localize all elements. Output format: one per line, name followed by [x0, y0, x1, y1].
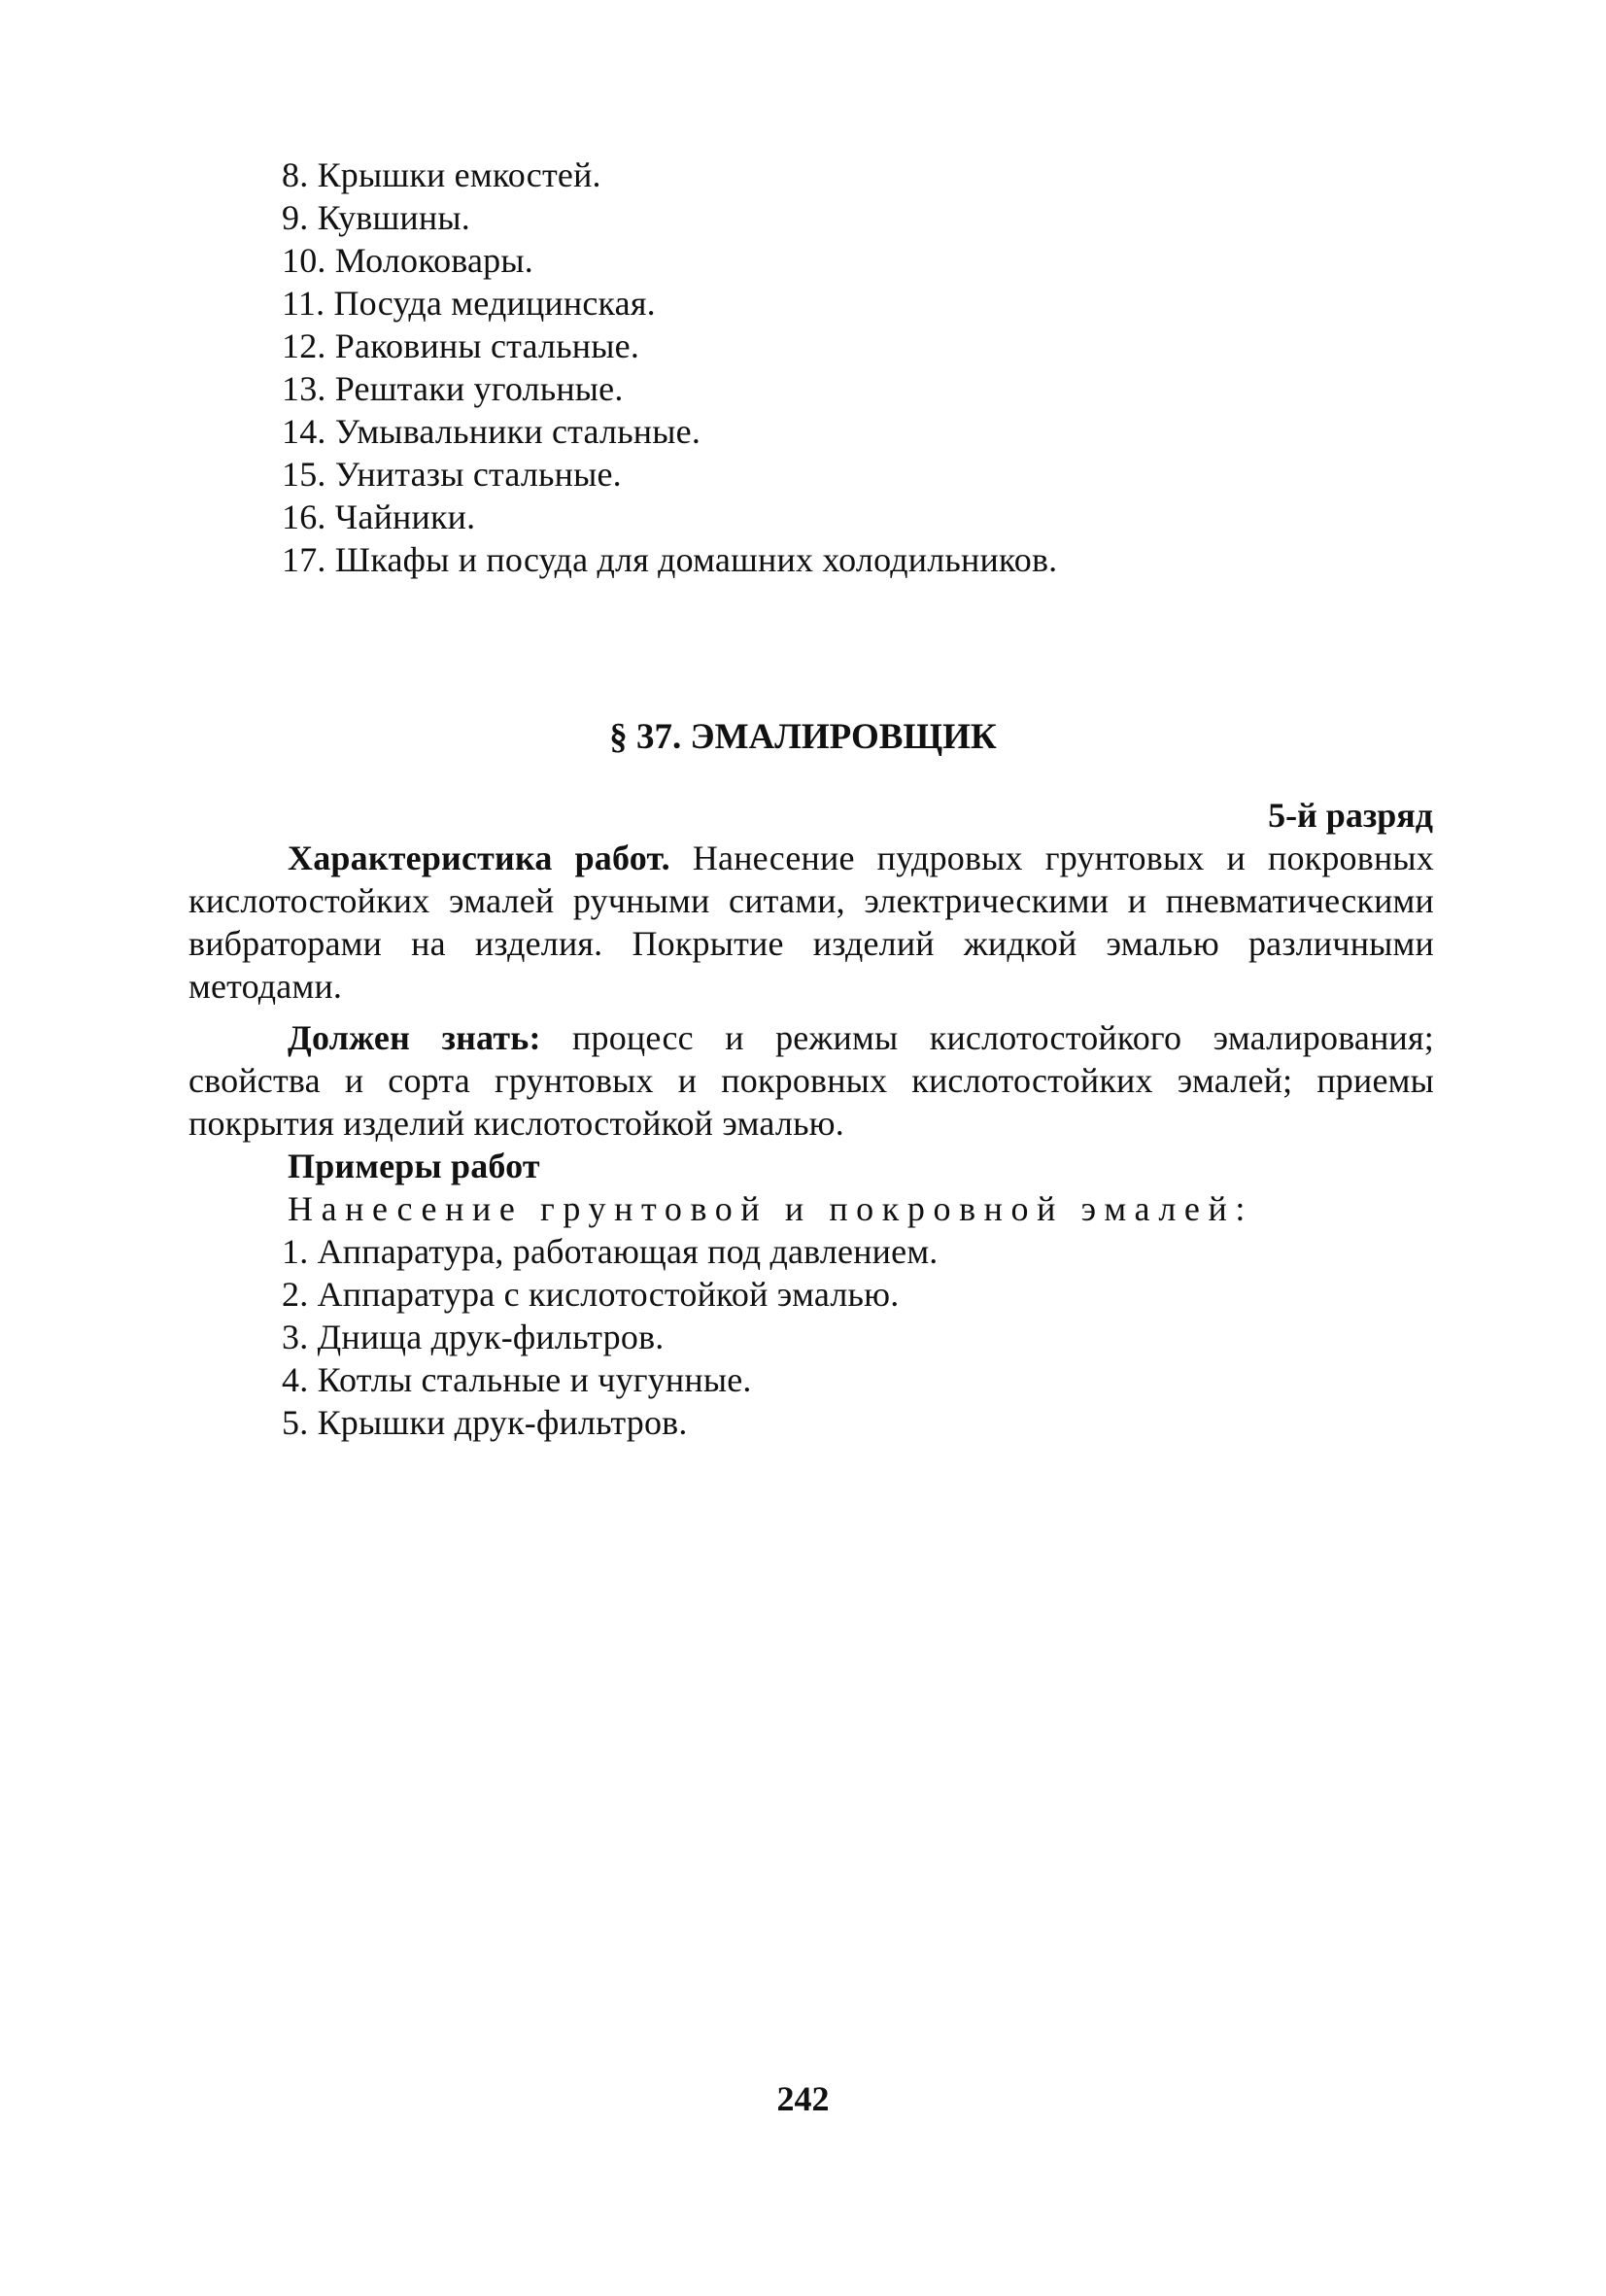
knowledge-text: процесс и режимы кислотостойкого эмалирования; свойства и сорта грунтовых и покровных кислотостойких эмалей; приемы покрытия изделий кислотостойкой эмалью. — [188, 1018, 1434, 1143]
examples-list — [282, 1230, 1350, 1444]
list-item: 3. Днища друк-фильтров. — [282, 1318, 665, 1356]
list-item: 11. Посуда медицинская. — [282, 284, 656, 323]
examples-title: Примеры работ — [288, 1147, 540, 1185]
list-item: 4. Котлы стальные и чугунные. — [282, 1360, 752, 1399]
section-heading: § 37. ЭМАЛИРОВЩИК — [609, 717, 997, 757]
list-item: 14. Умывальники стальные. — [282, 412, 701, 451]
list-item: 1. Аппаратура, работающая под давлением. — [282, 1232, 939, 1271]
knowledge-paragraph — [188, 1016, 1434, 1145]
examples-subtitle: Нанесение грунтовой и покровной эмалей: — [288, 1189, 1253, 1228]
knowledge-label: Должен знать: — [288, 1018, 541, 1057]
characteristics-text: Нанесение пудровых грунтовых и покровных кислотостойких эмалей ручными ситами, электрическими и пневматическими вибраторами на изделия. Покрытие изделий жидкой эмалью различными методами. — [188, 839, 1434, 1006]
list-item: 9. Кувшины. — [282, 198, 470, 237]
list-item: 10. Молоковары. — [282, 241, 533, 280]
page-number: 242 — [776, 2079, 830, 2118]
list-item: 16. Чайники. — [282, 497, 476, 536]
list-item: 8. Крышки емкостей. — [282, 155, 601, 194]
list-item: 15. Унитазы стальные. — [282, 455, 622, 494]
list-item: 17. Шкафы и посуда для домашних холодильников. — [282, 540, 1058, 579]
characteristics-label: Характеристика работ. — [288, 839, 670, 877]
grade-label: 5-й разряд — [1268, 796, 1433, 835]
characteristics-paragraph — [188, 837, 1434, 1008]
list-item: 13. Рештаки угольные. — [282, 369, 624, 408]
list-item: 2. Аппаратура с кислотостойкой эмалью. — [282, 1275, 900, 1314]
continued-list — [282, 154, 1448, 581]
list-item: 12. Раковины стальные. — [282, 326, 640, 365]
list-item: 5. Крышки друк-фильтров. — [282, 1403, 688, 1442]
